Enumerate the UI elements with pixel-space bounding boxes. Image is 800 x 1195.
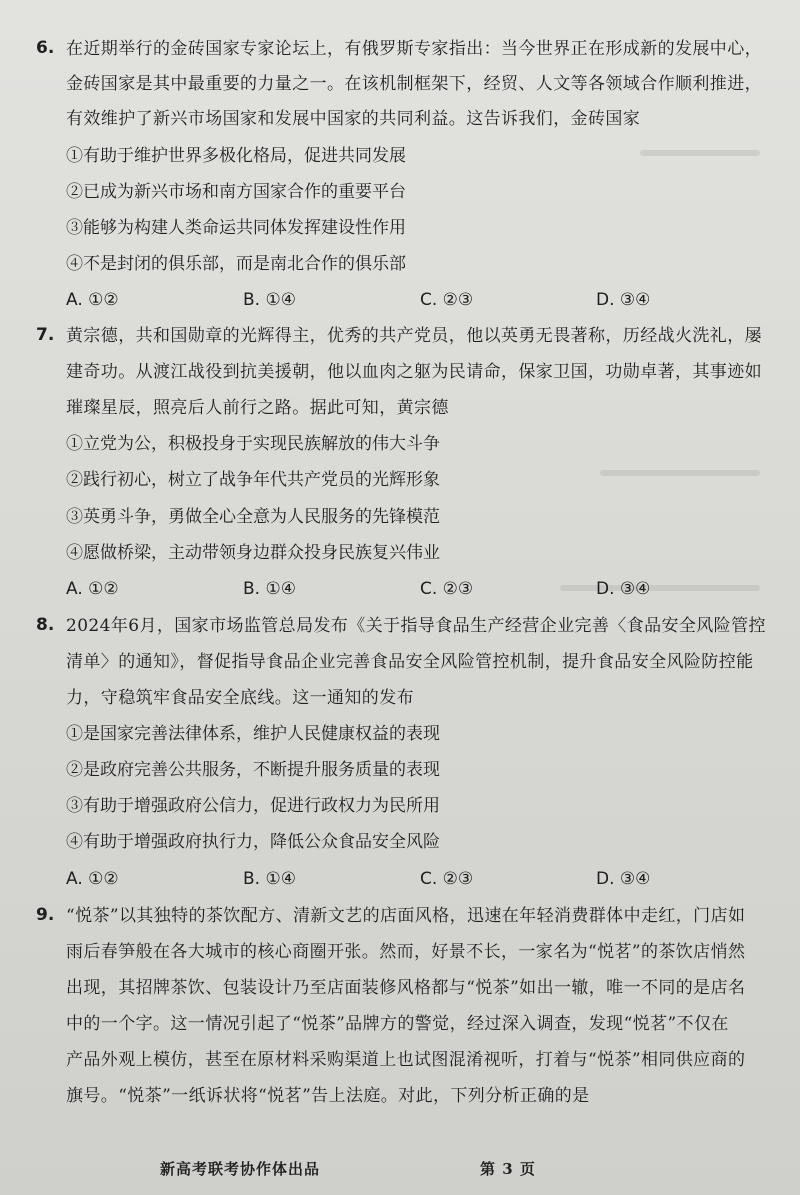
statement-item: ②是政府完善公共服务，不断提升服务质量的表现 xyxy=(66,760,440,780)
question-number: 6. xyxy=(36,38,55,58)
statement-item: ③能够为构建人类命运共同体发挥建设性作用 xyxy=(66,218,406,238)
choice-c: C. ②③ xyxy=(420,290,474,310)
question-stem-line: 产品外观上模仿，甚至在原材料采购渠道上也试图混淆视听，打着与“悦茶”相同供应商的 xyxy=(66,1050,746,1070)
question-stem-line: 在近期举行的金砖国家专家论坛上，有俄罗斯专家指出：当今世界正在形成新的发展中心， xyxy=(66,39,762,59)
question-number: 8. xyxy=(36,615,55,635)
statement-item: ①有助于维护世界多极化格局，促进共同发展 xyxy=(66,146,406,166)
statement-item: ④不是封闭的俱乐部，而是南北合作的俱乐部 xyxy=(66,254,406,274)
question-stem-line: 旗号。“悦茶”一纸诉状将“悦茗”告上法庭。对此，下列分析正确的是 xyxy=(66,1086,590,1106)
choice-c: C. ②③ xyxy=(420,869,474,889)
question-stem-line: 2024年6月，国家市场监管总局发布《关于指导食品生产经营企业完善〈食品安全风险管控 xyxy=(66,616,766,636)
question-stem-line: 清单〉的通知》，督促指导食品企业完善食品安全风险管控机制，提升食品安全风险防控能 xyxy=(66,652,754,672)
statement-item: ①立党为公，积极投身于实现民族解放的伟大斗争 xyxy=(66,434,440,454)
question-stem-line: 中的一个字。这一情况引起了“悦茶”品牌方的警觉，经过深入调查，发现“悦茗”不仅在 xyxy=(66,1014,729,1034)
statement-item: ②践行初心，树立了战争年代共产党员的光辉形象 xyxy=(66,470,440,490)
choice-a: A. ①② xyxy=(66,579,119,599)
question-stem-line: 建奇功。从渡江战役到抗美援朝，他以血肉之躯为民请命，保家卫国，功勋卓著，其事迹如 xyxy=(66,362,762,382)
choice-c: C. ②③ xyxy=(420,579,474,599)
question-stem-line: “悦茶”以其独特的茶饮配方、清新文艺的店面风格，迅速在年轻消费群体中走红，门店如 xyxy=(66,906,746,926)
choice-d: D. ③④ xyxy=(596,290,651,310)
question-number: 9. xyxy=(36,905,55,925)
choice-b: B. ①④ xyxy=(243,579,296,599)
question-stem-line: 有效维护了新兴市场国家和发展中国家的共同利益。这告诉我们，金砖国家 xyxy=(66,109,641,129)
statement-item: ④有助于增强政府执行力，降低公众食品安全风险 xyxy=(66,832,440,852)
choice-d: D. ③④ xyxy=(596,869,651,889)
bleed-through-mark xyxy=(560,585,760,591)
statement-item: ①是国家完善法律体系，维护人民健康权益的表现 xyxy=(66,724,440,744)
choice-d: D. ③④ xyxy=(596,579,651,599)
choice-b: B. ①④ xyxy=(243,869,296,889)
question-stem-line: 力，守稳筑牢食品安全底线。这一通知的发布 xyxy=(66,688,414,708)
question-number: 7. xyxy=(36,325,55,345)
statement-item: ④愿做桥梁，主动带领身边群众投身民族复兴伟业 xyxy=(66,543,440,563)
question-stem-line: 出现，其招牌茶饮、包装设计乃至店面装修风格都与“悦茶”如出一辙，唯一不同的是店名 xyxy=(66,978,746,998)
statement-item: ③有助于增强政府公信力，促进行政权力为民所用 xyxy=(66,796,440,816)
choice-a: A. ①② xyxy=(66,869,119,889)
question-stem-line: 雨后春笋般在各大城市的核心商圈开张。然而，好景不长，一家名为“悦茗”的茶饮店悄然 xyxy=(66,942,746,962)
bleed-through-mark xyxy=(640,150,760,156)
question-stem-line: 金砖国家是其中最重要的力量之一。在该机制框架下，经贸、人文等各领域合作顺利推进， xyxy=(66,74,762,94)
choice-a: A. ①② xyxy=(66,290,119,310)
question-stem-line: 黄宗德，共和国勋章的光辉得主，优秀的共产党员，他以英勇无畏著称，历经战火洗礼，屡 xyxy=(66,326,762,346)
statement-item: ③英勇斗争，勇做全心全意为人民服务的先锋模范 xyxy=(66,507,440,527)
choice-b: B. ①④ xyxy=(243,290,296,310)
bleed-through-mark xyxy=(600,470,760,476)
question-stem-line: 璀璨星辰，照亮后人前行之路。据此可知，黄宗德 xyxy=(66,398,449,418)
statement-item: ②已成为新兴市场和南方国家合作的重要平台 xyxy=(66,182,406,202)
page-footer: 新高考联考协作体出品 第 3 页 xyxy=(160,1160,536,1178)
